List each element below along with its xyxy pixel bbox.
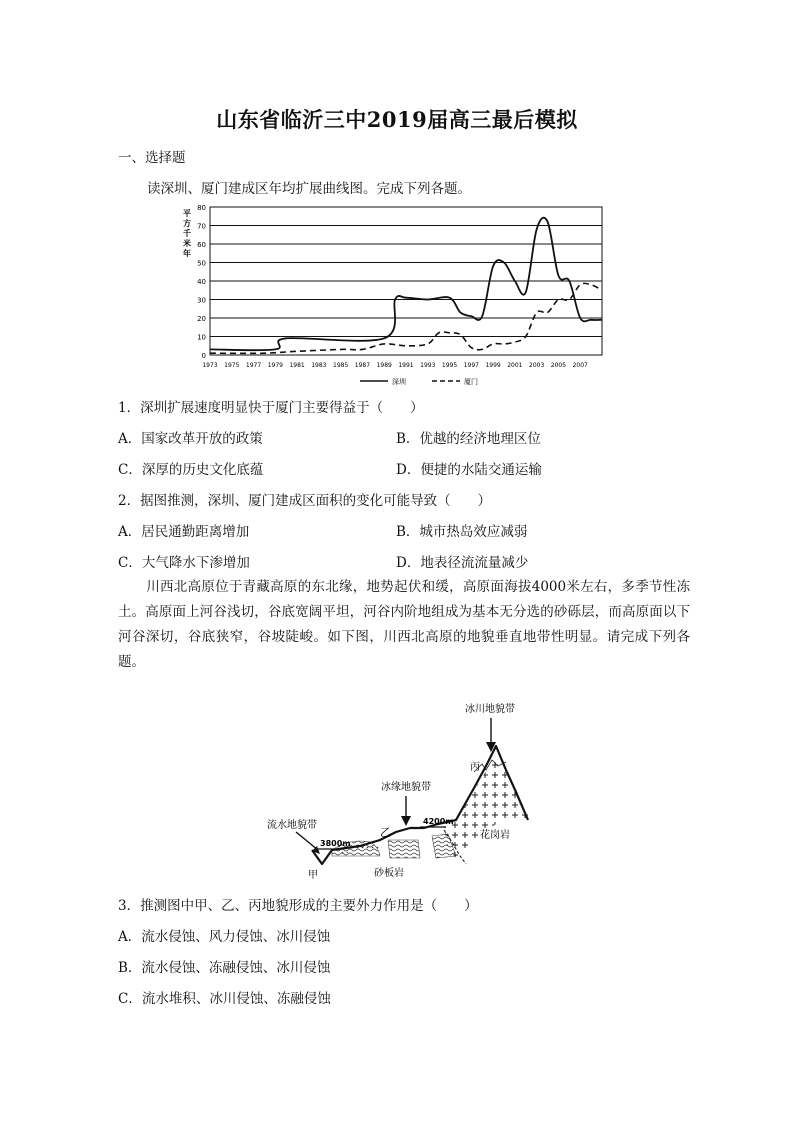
q2-stem: 2．据图推测，深圳、厦门建成区面积的变化可能导致（ ）: [118, 493, 492, 509]
periglacial-label: 冰缘地貌带: [381, 782, 431, 793]
y-tick-70: 70: [197, 222, 206, 231]
chart-grid: [210, 207, 602, 355]
fluvial-label: 流水地貌带: [267, 820, 317, 831]
x-tick-1991: 1991: [398, 362, 414, 369]
q2-option-a: A．居民通勤距离增加: [118, 524, 250, 540]
legend-label-0: 深圳: [392, 378, 406, 386]
y-label-char-2: 千: [183, 229, 191, 238]
expansion-line-chart: [178, 200, 608, 392]
chart-legend: [360, 377, 478, 386]
q1-option-a: A．国家改革开放的政策: [118, 431, 263, 447]
y-label-char-0: 平: [183, 209, 191, 218]
series-line-0: [210, 218, 602, 351]
x-tick-1989: 1989: [376, 362, 392, 369]
legend-label-1: 厦门: [464, 378, 478, 386]
q3-option-b: B．流水侵蚀、冻融侵蚀、冰川侵蚀: [118, 960, 331, 976]
granite-label: 花岗岩: [480, 830, 510, 841]
q1-option-c: C．深厚的历史文化底蕴: [118, 462, 264, 478]
q3-stem: 3．推测图中甲、乙、丙地貌形成的主要外力作用是（ ）: [118, 898, 478, 914]
q1-option-b: B．优越的经济地理区位: [396, 431, 541, 447]
x-tick-1987: 1987: [354, 362, 371, 369]
intro-text-1: 读深圳、厦门建成区年均扩展曲线图。完成下列各题。: [147, 181, 471, 197]
landform-diagram: [260, 700, 550, 882]
y-tick-40: 40: [197, 278, 206, 286]
x-tick-1975: 1975: [224, 362, 240, 369]
x-tick-1985: 1985: [333, 362, 349, 369]
chart-series: [210, 218, 602, 354]
y-tick-80: 80: [197, 204, 206, 212]
label-bing: 丙: [470, 762, 480, 773]
q3-option-c: C．流水堆积、冰川侵蚀、冻融侵蚀: [118, 991, 331, 1007]
q2-option-b: B．城市热岛效应减弱: [396, 524, 528, 540]
x-tick-1981: 1981: [289, 362, 305, 369]
label-3800m: 3800m: [320, 839, 351, 848]
slate-block-2: [388, 840, 420, 858]
x-tick-1993: 1993: [420, 362, 436, 369]
slate-label: 砂板岩: [374, 868, 404, 879]
x-tick-1995: 1995: [441, 362, 458, 369]
x-tick-1997: 1997: [463, 362, 479, 369]
y-tick-labels: [197, 204, 206, 360]
x-tick-1977: 1977: [245, 362, 262, 369]
arrow-periglacial-head: [401, 816, 411, 826]
x-tick-2007: 2007: [572, 362, 588, 369]
y-axis-label: [182, 208, 191, 258]
section-heading: 一、选择题: [118, 150, 186, 166]
q1-option-d: D．便捷的水陆交通运输: [396, 462, 542, 478]
x-tick-2001: 2001: [507, 362, 523, 369]
y-tick-20: 20: [197, 315, 206, 323]
y-tick-50: 50: [197, 259, 206, 268]
intro-text-2: 川西北高原位于青藏高原的东北缘，地势起伏和缓，高原面海拔4000米左右，多季节性冻土。高原面上河谷浅切，谷底宽阔平坦，河谷内阶地组成为基本无分选的砂砾层，而高原面以下河谷深切，谷底狭窄，谷坡陡峻。如下图，川西北高原的地貌垂直地带性明显。请完成下列各题。: [118, 579, 690, 670]
y-tick-0: 0: [201, 352, 206, 360]
label-jia: 甲: [308, 870, 318, 881]
x-tick-labels: [202, 362, 588, 369]
q3-option-a: A．流水侵蚀、风力侵蚀、冰川侵蚀: [118, 929, 331, 945]
glacier-label: 冰川地貌带: [465, 704, 515, 715]
x-tick-1973: 1973: [202, 362, 218, 369]
y-label-char-4: 年: [183, 249, 191, 258]
x-tick-2005: 2005: [550, 362, 567, 369]
y-tick-30: 30: [197, 296, 206, 305]
x-tick-1983: 1983: [311, 362, 327, 369]
q2-option-d: D．地表径流流量减少: [396, 555, 529, 571]
q1-stem: 1．深圳扩展速度明显快于厦门主要得益于（ ）: [118, 400, 424, 416]
x-tick-2003: 2003: [529, 362, 545, 369]
y-label-char-1: 方: [183, 219, 191, 228]
page-title: 山东省临沂三中2019届高三最后模拟: [216, 107, 578, 132]
granite-body: [444, 760, 530, 858]
label-4200m: 4200m: [423, 817, 454, 826]
x-tick-1999: 1999: [485, 362, 501, 369]
label-yi: 乙: [380, 826, 391, 839]
x-tick-1979: 1979: [267, 362, 283, 369]
y-tick-60: 60: [197, 241, 206, 249]
q2-option-c: C．大气降水下渗增加: [118, 555, 250, 571]
arrow-fluvial: [296, 832, 318, 850]
y-tick-10: 10: [197, 333, 206, 342]
y-label-char-3: 米: [183, 239, 191, 248]
